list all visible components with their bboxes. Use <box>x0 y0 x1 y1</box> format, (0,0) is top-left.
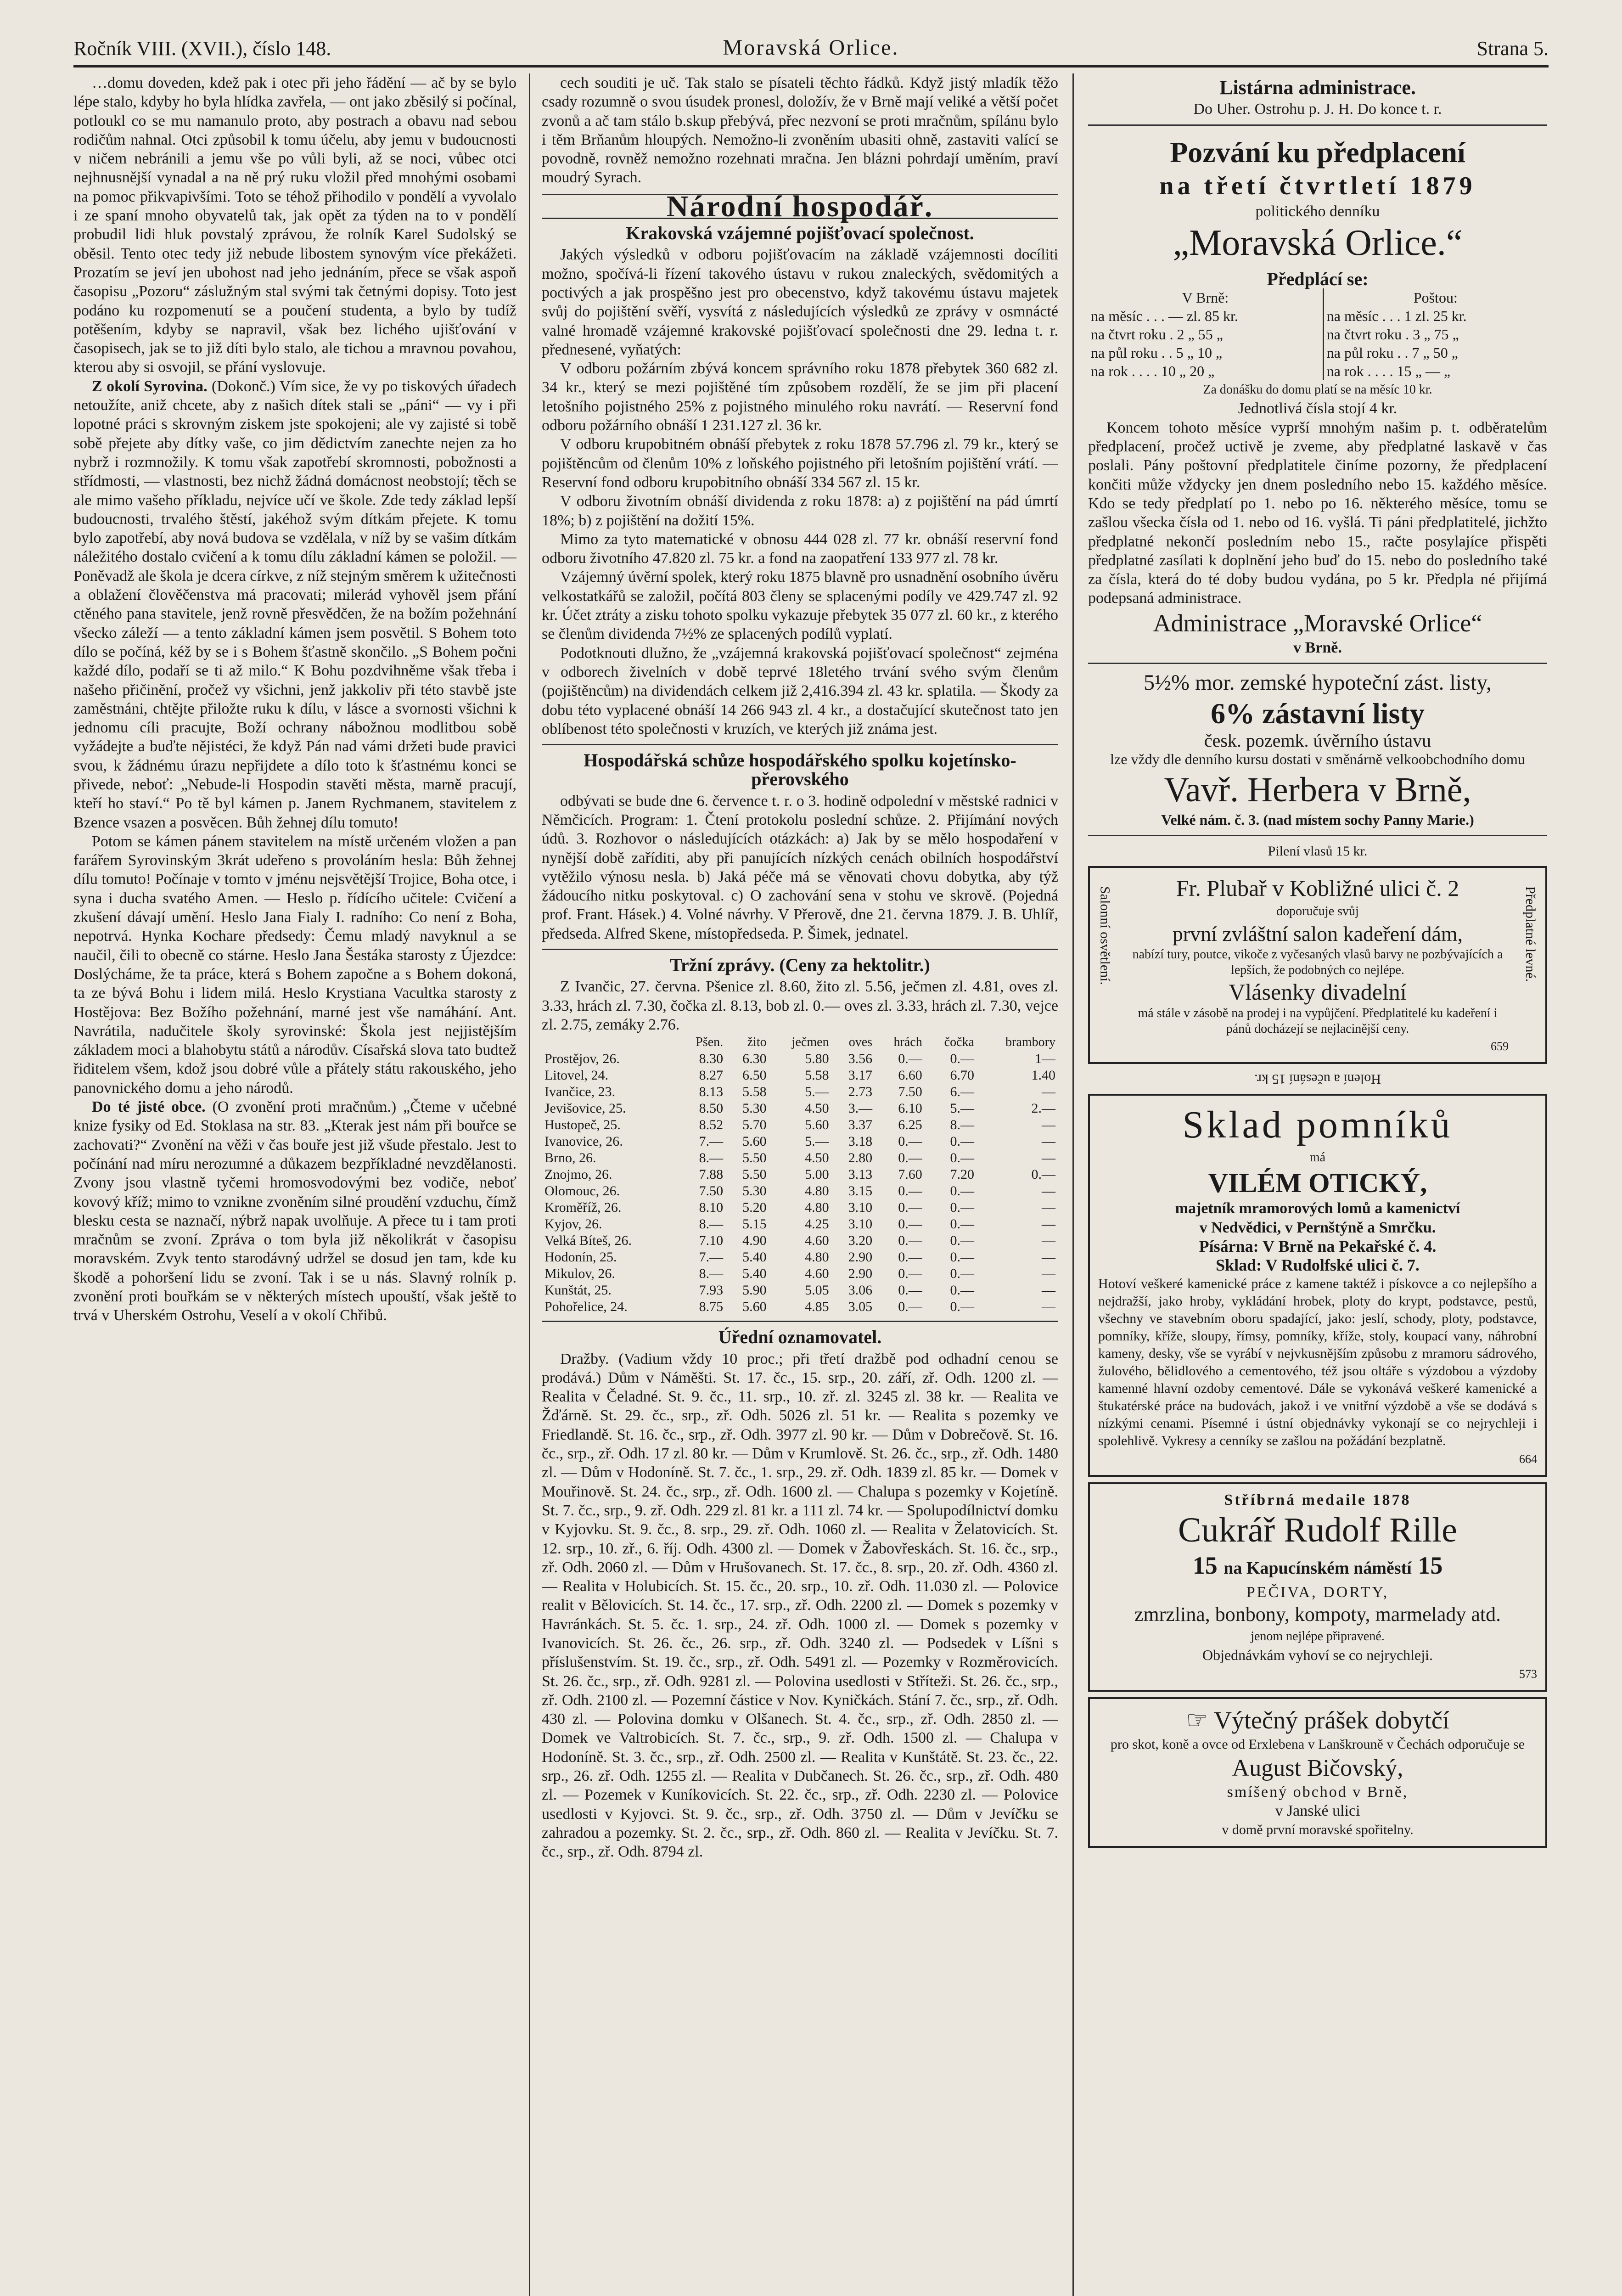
page-header <box>73 33 1549 68</box>
table-cell: 6.— <box>950 1084 974 1100</box>
table-row <box>542 1133 1058 1150</box>
ad-rille <box>1088 1482 1547 1692</box>
table-cell: Prostějov, 26. <box>544 1051 620 1067</box>
table-cell: 0.— <box>898 1216 922 1232</box>
table-cell: 6.25 <box>898 1117 922 1133</box>
ad-side-text: Předplatné levné. <box>1523 886 1538 982</box>
table-cell: 0.— <box>950 1283 974 1298</box>
ad-number: 573 <box>1519 1667 1537 1681</box>
table-cell: 5.30 <box>742 1183 767 1199</box>
table-cell: 4.60 <box>805 1266 829 1282</box>
divider <box>1088 124 1547 126</box>
table-cell: 7.— <box>699 1249 724 1265</box>
table-cell: 3.20 <box>848 1233 873 1249</box>
ad-name: August Bičovský, <box>1232 1755 1403 1781</box>
table-row <box>542 1150 1058 1166</box>
table-cell: 3.15 <box>848 1183 873 1199</box>
market-col-header: brambory <box>1005 1035 1055 1050</box>
table-row <box>542 1249 1058 1266</box>
table-cell: — <box>1042 1134 1055 1149</box>
table-cell: 0.— <box>950 1183 974 1199</box>
ad-line: jenom nejlépe připravené. <box>1251 1629 1385 1643</box>
table-cell: 0.— <box>898 1283 922 1298</box>
table-cell: 2.90 <box>848 1266 873 1282</box>
price-row <box>1088 362 1547 380</box>
divider <box>1088 835 1547 836</box>
table-cell: 0.— <box>950 1200 974 1216</box>
article-text: cech souditi je uč. Tak stalo se písateli těchto řádků. Když jistý mladík těžo csady rozumně o svou úsudek pronesl, doložív, že v Brně mají veliké a větší počet zvonů a ač tam stálo b.skup přebývá, přec nezvoní se proti mračnům, spílánu bylo i těm Brňanům hloupých. Nemožno-li zvoněním ubasiti ohně, zastaviti valící se povodně, rovněž nemožno rozehnati mračna. Jen blázni pohrdají uměním, praví moudrý Syrach. <box>542 74 1058 186</box>
table-cell: 8.10 <box>699 1200 724 1216</box>
table-row <box>542 1084 1058 1100</box>
article-lead: Do té jisté obce. <box>92 1098 206 1116</box>
market-col-header: žito <box>747 1035 767 1050</box>
table-cell: 5.05 <box>805 1283 829 1298</box>
table-cell: 6.60 <box>898 1068 922 1083</box>
table-cell: 0.— <box>950 1150 974 1166</box>
table-row <box>542 1117 1058 1133</box>
ad-line: Stříbrná medaile 1878 <box>1224 1491 1411 1508</box>
table-cell: 7.20 <box>950 1167 974 1182</box>
table-cell: 8.— <box>699 1216 724 1232</box>
page-number: Strana 5. <box>1476 37 1549 60</box>
ad-herbera <box>1088 670 1547 829</box>
table-row <box>542 1100 1058 1117</box>
column-middle <box>542 73 1058 2296</box>
table-cell: 6.50 <box>742 1068 767 1083</box>
table-cell: 6.10 <box>898 1101 922 1116</box>
table-cell: 0.— <box>898 1266 922 1282</box>
table-cell: 3.37 <box>848 1117 873 1133</box>
table-cell: 5.— <box>950 1101 974 1116</box>
table-cell: 2.73 <box>848 1084 873 1100</box>
table-cell: 8.75 <box>699 1299 724 1315</box>
divider <box>1088 663 1547 664</box>
table-cell: 7.50 <box>699 1183 724 1199</box>
table-row <box>542 1299 1058 1315</box>
price-row <box>1088 325 1547 343</box>
table-cell: — <box>1042 1266 1055 1282</box>
price-cell: na půl roku . . 5 „ 10 „ <box>1091 344 1223 361</box>
ad-line: v domě první moravské spořitelny. <box>1222 1822 1414 1838</box>
table-cell: 5.40 <box>742 1266 767 1282</box>
article-heading: Hospodářská schůze hospodářského spolku kojetínsko-přerovského <box>584 750 1016 790</box>
table-row <box>542 1183 1058 1199</box>
table-cell: 5.80 <box>805 1051 829 1067</box>
ad-side-text: Salonní osvětlení. <box>1097 886 1113 985</box>
table-cell: 7.88 <box>699 1167 724 1182</box>
table-cell: — <box>1042 1299 1055 1315</box>
table-cell: 4.85 <box>805 1299 829 1315</box>
table-cell: 8.27 <box>699 1068 724 1083</box>
table-cell: Brno, 26. <box>544 1150 596 1166</box>
ad-line: česk. pozemk. úvěrního ústavu <box>1204 730 1431 751</box>
table-cell: 4.90 <box>742 1233 767 1249</box>
ad-line: první zvláštní salon kadeření dám, <box>1172 922 1463 945</box>
table-cell: — <box>1042 1283 1055 1298</box>
table-cell: 0.— <box>898 1200 922 1216</box>
table-cell: 0.— <box>898 1249 922 1265</box>
paper-name: „Moravská Orlice.“ <box>1173 222 1463 263</box>
table-cell: Znojmo, 26. <box>544 1167 612 1182</box>
table-cell: — <box>1042 1216 1055 1232</box>
ad-title: Fr. Plubař v Kobližné ulici č. 2 <box>1176 875 1459 901</box>
table-cell: 0.— <box>950 1134 974 1149</box>
table-cell: 4.80 <box>805 1249 829 1265</box>
ad-text: Hotoví veškeré kamenické práce z kamene taktéž i pískovce a co nejlepšího a nejdražší, jako hroby, vykládání hrobek, ploty do krypt, podstavce, pestů, všechny ve stavebním oboru spadající, jako: jeslí, schody, ploty, podstavce, pomníky, kříže, sloupy, římsy, pomníky, kříže, stoly, koupací vany, náhrobní kameny, desky, vše se vyrábí v nejvkusnějším způsobu z mramoru sádrového, žulového, bělidlového a cementového, též jsou oltáře s výzdobou a výzdoby kamenné hlavní ozdoby cementové. Dále se vykonává veškeré kamenické a štukatérské práce na budovách, jakož i ve vnitřní výzdobě a vše se dodává s nízkými cenami. Písemné i ústní objednávky vykonají se co nejrychleji i spolehlivě. Vykresy a cenníky se zašlou na požádání bezplatně. <box>1098 1276 1537 1448</box>
ad-line: Pilení vlasů 15 kr. <box>1268 843 1368 859</box>
price-note: Za donášku do domu platí se na měsíc 10 kr. <box>1203 383 1432 397</box>
ad-line: nabízí tury, poutce, vikoče z vyčesaných vlasů barvy ne pozbývajících a lepších, že podobných co nejlépe. <box>1132 947 1503 977</box>
table-row <box>542 1282 1058 1299</box>
table-row <box>542 1232 1058 1249</box>
table-cell: — <box>1042 1084 1055 1100</box>
table-cell: 5.58 <box>742 1084 767 1100</box>
ad-address-number: 15 <box>1418 1552 1443 1580</box>
table-cell: — <box>1042 1200 1055 1216</box>
market-col-header <box>542 1034 678 1051</box>
price-note: Jednotlivá čísla stojí 4 kr. <box>1238 400 1398 417</box>
price-cell: na měsíc . . . — zl. 85 kr. <box>1091 308 1238 325</box>
table-cell: 8.13 <box>699 1084 724 1100</box>
table-cell: 2.80 <box>848 1150 873 1166</box>
table-cell: 5.60 <box>805 1117 829 1133</box>
table-cell: — <box>1042 1249 1055 1265</box>
divider <box>542 744 1058 745</box>
subscription-text: Koncem tohoto měsíce vyprší mnohým našim p. t. odběratelům předplacení, pročež uctivě je zveme, aby předplatné laskavě v čas poslali. Pány poštovní předplatitele činíme pozorny, že předplacení končiti může vždycky jen dnem posledního nebo 15. každého měsíce. Kdo se tedy předplatí po 1. nebo po 16. některého měsíce, tomu se zašlou všecka čísla od 1. nebo od 16. vyšlá. Ti páni předplatitelé, jichžto předplatné nekončí posledním nebo 15., račte posylajíce přispěti předplatné zasílati k doplnění jeho buď do 15. nebo do posledního také za čísla, která do té doby budou vydána, po 5 kr. Předpla né přijímá podepsaná administrace. <box>1088 419 1547 607</box>
table-cell: 3.06 <box>848 1283 873 1298</box>
table-cell: 5.70 <box>742 1117 767 1133</box>
table-cell: Hustopeč, 25. <box>544 1117 621 1133</box>
table-cell: 3.56 <box>848 1051 873 1067</box>
ad-line: PEČIVA, DORTY, <box>1246 1584 1389 1601</box>
price-row <box>1088 343 1547 362</box>
price-cell: na měsíc . . . 1 zl. 25 kr. <box>1323 307 1547 325</box>
article-body: (Dokonč.) Vím sice, že vy po tiskových úřadech netoužíte, aniž chcete, aby z našich dítek stali se „páni“ — vy i při lopotné práci s skrovným ziskem jste spokojeni; ale vy zajisté si tobě sobě přejete aby dítky vaše, co jim dědictvím zanechte nejen za ho nybrž i rozmnožily. K tomu však zapotřebí skromnosti, pobožnosti a střídmosti, — vlastnosti, bez nichž žádná domácnost neobstojí; těch se ale mimo vašeho příkladu, nejvíce učí ve škole. Zde tedy základ lepší budoucnosti, trvalého štěstí, jakéhož svým dítkám přejete. K tomu bylo zapotřebí, aby nová budova se vzdělala, v níž by se vašim dítkám náležitého dostalo cvičení a k tomu dílu základní kámen se položil. — Poněvadž ale škola je dcera církve, z níž stejným směrem k užitečnosti a oblažení člověčenstva má pracovati; milerád vyhověl jsem přání ctěného pana stavitele, jenž rovně přesvědčen, že na božím požehnání všecko záleží — a tento základní kámen jsem posvětil. S Bohem toto dílo se počíná, kéž by se i s Bohem šťastně skončilo. „S Bohem počni každé dílo, podaří se ti až milo.“ K Bohu pozdvihněme však třeba i našeho přičinění, pročež vy všichni, jenž jakkoliv při této stavbě jste zaměstnáni, chtějte přiložte ruku k dílu, v lásce a svornosti všichni k jednomu cíli pracujte, Boží ochrany nábožnou modlitbou sobě vyžádejte a buďte nějistéci, že když Pán nad vámi držeti bude pravici svou, k žádnému úrazu nepřijdete a dílo toto k šťastnému konci se přivede, neboť: „Nebude-li Hospodin stavěti města, marně pracují, kteří ho staví.“ Po tě byl kámen p. Janem Rychmanem, stavitelem z Bzence vsazen a posvěcen. Bůh žehnej dílu tomuto! <box>73 377 516 831</box>
ad-address-number: 15 <box>1192 1552 1218 1580</box>
table-cell: Kyjov, 26. <box>544 1216 602 1232</box>
table-cell: 5.58 <box>805 1068 829 1083</box>
market-col-header: Pšen. <box>696 1035 724 1050</box>
ad-address <box>1098 1551 1537 1583</box>
table-cell: 3.17 <box>848 1068 873 1083</box>
price-cell: na půl roku . . 7 „ 50 „ <box>1323 343 1547 362</box>
price-col-head: V Brně: <box>1182 289 1229 306</box>
ad-title-text: Výtečný prášek dobytčí <box>1214 1706 1449 1734</box>
table-cell: 8.52 <box>699 1117 724 1133</box>
subscription-quarter: na třetí čtvrtletí 1879 <box>1159 171 1476 200</box>
article-text: V odboru životním obnáší dividenda z roku 1878: a) z pojištění na pád úmrtí 18%; b) z pojištění na dožití 15%. <box>542 493 1058 529</box>
table-cell: Kroměříž, 26. <box>544 1200 622 1216</box>
market-col-header: hrách <box>893 1035 922 1050</box>
table-cell: 8.30 <box>699 1051 724 1067</box>
table-cell: 0.— <box>898 1134 922 1149</box>
ad-plubar <box>1088 866 1547 1064</box>
ad-line: má <box>1309 1150 1326 1165</box>
table-cell: 5.60 <box>742 1134 767 1149</box>
column-rule <box>529 73 530 2296</box>
ad-name: VILÉM OTICKÝ, <box>1208 1168 1427 1199</box>
table-cell: 4.25 <box>805 1216 829 1232</box>
article-text: …domu doveden, kdež pak i otec při jeho řádění — ač by se bylo lépe stalo, kdyby ho byla hlídka zavřela, — ont jako zběsilý si počínal, potloukl co se mu namanulo proto, aby postrach a obavu nad sebou rodičům nahnal. Otci způsobil k tomu účelu, aby jemu v budoucnosti v ničem nebránili a jemu vše po vůli byli, až se noci, vůbec otci nejhnusnější vynadal a na ně prý ruku vložil před mnohými osobami na pomoc přikvapivšími. Toto se téhož přihodilo v pondělí a vyvolalo i ze spaní mnoho obyvatelů tak, jak opět za týden na to v pondělí probudil lidi hluk povstalý zprávou, že rolník Karel Sudolský se oběsil. Tento otec tedy již nebude libostem synovým více překážeti. Prozatím se jeví jen ubohost nad jeho jednáním, přece se však aspoň časopisu „Pozoru“ záslužným stal svými tak četnými dopisy. Toto jest podáno ku rozpomenutí se a poučení studenta, a bylo by tudíž potěšením, kdyby se napravil, však bez lichého ujišťování v časopisech, jak se to již díti bylo stalo, ale tichou a mravnou povahou, kterou aby si osvojil, se přání vyslovuje. <box>73 74 516 376</box>
table-cell: — <box>1042 1233 1055 1249</box>
table-cell: 1.40 <box>1031 1068 1055 1083</box>
table-cell: — <box>1042 1117 1055 1133</box>
table-row <box>542 1216 1058 1232</box>
table-cell: 0.— <box>898 1051 922 1067</box>
table-cell: 0.— <box>950 1249 974 1265</box>
table-cell: 8.— <box>699 1266 724 1282</box>
table-cell: 8.— <box>699 1150 724 1166</box>
table-cell: 3.05 <box>848 1299 873 1315</box>
article-body: (O zvonění proti mračnům.) „Čteme v učebné knize fysiky od Ed. Stoklasa na str. 83. „Kterak jest nám při bouřce se zachovati?“ Zvonění na věži v čas bouře jest již všude přestalo. Jest to počínání nad míru nerozumné a důkazem bezpříkladné nevzdělanosti. Zvony jsou vlastně tyčemi hromosvodovými bez vodiče, neboť kovový kříž; mimo to vznikne zvoněním silné proudění vzduchu, čímž blesku cesta se naznačí, nýbrž napak uvolňuje. A přece tu i tam proti mračnům se zvoní. Zpráva o tom byla již několikrát v časopisu moravském. Zvyk tento starodávný udržel se dosud jen tam, kde ku škodě a pohoršení lidu se zvoní. Tak i se u nás. Slavný rolník p. zvonění proti bouřkám se v některých místech upouští, však ještě to trvá v Uherském Ostrohu, Veselí a v okolí Chřibů. <box>73 1098 516 1324</box>
table-cell: 5.15 <box>742 1216 767 1232</box>
ad-line: smíšený obchod v Brně, <box>1227 1783 1409 1801</box>
table-cell: 3.18 <box>848 1134 873 1149</box>
market-col-header: čočka <box>944 1035 974 1050</box>
ad-line: zmrzlina, bonbony, kompoty, marmelady atd. <box>1134 1603 1501 1626</box>
admin-heading: Listárna administrace. <box>1219 76 1416 99</box>
table-cell: 0.— <box>898 1233 922 1249</box>
ad-line: v Janské ulici <box>1275 1802 1360 1819</box>
table-cell: 5.00 <box>805 1167 829 1182</box>
article-text: V odboru krupobitném obnáší přebytek z roku 1878 57.796 zl. 79 kr., který se pojištěncům od členům 10% z loňského pojistného při letošním pojištění vrátí. — Reservní fond odboru krupobitního obnáší 334 567 zl. 15 kr. <box>542 436 1058 491</box>
ad-line: v Nedvědici, v Pernštýně a Smrčku. <box>1199 1219 1436 1236</box>
table-row <box>542 1166 1058 1183</box>
divider <box>542 949 1058 950</box>
article-text: V odboru požárním zbývá koncem správního roku 1878 přebytek 360 682 zl. 34 kr., který se mezi pojištěné tím způsobem rozdělí, že se jim při placení letošního pojistného 25% z pojistného minulého roku navrátí. — Reservní fond odboru požárního obnáší 1 231.127 zl. 36 kr. <box>542 360 1058 434</box>
table-cell: 3.10 <box>848 1216 873 1232</box>
ad-number: 664 <box>1519 1452 1537 1466</box>
table-cell: 3.13 <box>848 1167 873 1182</box>
table-cell: Litovel, 24. <box>544 1068 609 1083</box>
table-cell: 7.93 <box>699 1283 724 1298</box>
table-cell: 0.— <box>950 1266 974 1282</box>
table-cell: 3.10 <box>848 1200 873 1216</box>
table-cell: Velká Bíteš, 26. <box>544 1233 632 1249</box>
price-cell: na čtvrt roku . 2 „ 55 „ <box>1091 326 1223 343</box>
table-row <box>542 1199 1058 1216</box>
subscription-heading: Pozvání ku předplacení <box>1170 135 1465 169</box>
table-cell: Jevišovice, 25. <box>544 1101 626 1116</box>
admin-city: v Brně. <box>1293 639 1342 656</box>
price-col-head: Poštou: <box>1323 288 1547 307</box>
column-right <box>1088 73 1547 2296</box>
table-cell: 7.— <box>699 1134 724 1149</box>
table-cell: 2.90 <box>848 1249 873 1265</box>
ad-line: doporučuje svůj <box>1276 904 1359 919</box>
table-cell: Ivančice, 23. <box>544 1084 616 1100</box>
column-rule <box>1072 73 1074 2296</box>
table-cell: 5.90 <box>742 1283 767 1298</box>
table-cell: 3.— <box>848 1101 873 1116</box>
ad-line: 5½% mor. zemské hypoteční zást. listy, <box>1143 670 1492 695</box>
ad-title <box>1098 1705 1537 1735</box>
table-cell: 5.20 <box>742 1200 767 1216</box>
table-cell: 4.50 <box>805 1150 829 1166</box>
market-price-table <box>542 1034 1058 1315</box>
ad-name: Vavř. Herbera v Brně, <box>1164 770 1471 809</box>
article-text: Mimo za tyto matematické v obnosu 444 028 zl. 77 kr. obnáší reservní fond odboru životního 47.820 zl. 75 kr. a fond na zaopatření 133 977 zl. 78 kr. <box>542 530 1058 567</box>
ad-name: Cukrář Rudolf Rille <box>1178 1511 1457 1550</box>
section-title: Národní hospodář. <box>542 194 1058 219</box>
table-cell: 0.— <box>950 1233 974 1249</box>
table-cell: 7.60 <box>898 1167 922 1182</box>
ad-line: má stále v zásobě na prodej i na vypůjčení. Předplatitelé ku kadeření i pánů docházejí se nejlacinější ceny. <box>1138 1006 1498 1036</box>
table-cell: — <box>1042 1183 1055 1199</box>
table-cell: Ivanovice, 26. <box>544 1134 623 1149</box>
table-row <box>542 1051 1058 1067</box>
table-cell: 5.— <box>805 1134 829 1149</box>
table-cell: 4.80 <box>805 1200 829 1216</box>
pointing-hand-icon: ☞ <box>1186 1706 1208 1734</box>
ad-line: Holení a učesání 15 kr. <box>1254 1071 1381 1087</box>
ad-line: majetník mramorových lomů a kamenictví <box>1175 1200 1460 1217</box>
ad-line: Objednávkám vyhoví se co nejrychleji. <box>1202 1646 1433 1663</box>
market-col-header: oves <box>848 1035 873 1050</box>
ad-line: Písárna: V Brně na Pekařské č. 4. <box>1199 1237 1437 1256</box>
table-cell: 0.— <box>1031 1167 1055 1182</box>
ad-number: 659 <box>1491 1039 1509 1053</box>
ad-line: Vlásenky divadelní <box>1229 979 1407 1005</box>
table-cell: 4.80 <box>805 1183 829 1199</box>
column-left <box>73 73 516 2296</box>
article-heading: Úřední oznamovatel. <box>718 1327 882 1348</box>
article-text: Podotknouti dlužno, že „vzájemná krakovská pojišťovací společnost“ zejména v odborech živelních v době teprvé 18letého trvání svého svým členům (pojištěncům) na dividendách celkem již 2,416.394 zl. 43 kr. splatila. — Škody za dobu této vyplacené obnáší 14 266 943 zl. 4 kr., a dostačující skutečnost tato jen oblíbenost této společnosti v kruzích, ve kterých již známa jest. <box>542 644 1058 737</box>
table-cell: Hodonín, 25. <box>544 1249 617 1265</box>
table-cell: Olomouc, 26. <box>544 1183 620 1199</box>
table-cell: 5.50 <box>742 1150 767 1166</box>
table-cell: 4.60 <box>805 1233 829 1249</box>
table-cell: Kunštát, 25. <box>544 1283 612 1298</box>
admin-note: Do Uher. Ostrohu p. J. H. Do konce t. r. <box>1193 101 1442 118</box>
table-cell: 0.— <box>898 1299 922 1315</box>
table-cell: Pohořelice, 24. <box>544 1299 628 1315</box>
ad-address-street: na Kapucínském náměstí <box>1224 1559 1412 1578</box>
table-cell: 1— <box>1035 1051 1055 1067</box>
price-row <box>1088 307 1547 325</box>
article-text <box>73 1097 516 1325</box>
ad-line: Sklad: V Rudolfské ulici č. 7. <box>1216 1256 1420 1275</box>
article-text: Potom se kámen pánem stavitelem na místě určeném vložen a pan farářem Syrovinským 3krát udeřeno s provoláním hesla: Bůh žehnej dílu tomuto! Počínaje v tomto v jménu nejsvětější Trojice, Boha otce, i syna i ducha svatého Amen. — Heslo p. řídícího učitele: Cvičení a zkušení dávají umění. Heslo Jana Fialy I. radního: Co není z Boha, nepotrvá. Hynka Kochare předsedy: Čemu mladý navyknul a se naučil, čili to obecně co stárne. Heslo Jana Šestáka starosty z Újezdce: Doslýcháme, že ta práce, která s Bohem započne a s Bohem dokoná, ta ze bývá Bohu i lidem milá. Heslo Krystiana Vacultka starosty z Hostějova: Bez Božího požehnání, marné jest vše namáhání. Ant. Navrátila, nadučitele školy syrovinské: Škola jest nejjistějším základem moci a blahobytu států a národův. Císařská slova tato budtež řiditelem všem, kdož jsou dobré vůle a přátely státu rakouského, jeho panovnického domu a jeho národů. <box>73 833 516 1097</box>
admin-signature: Administrace „Moravské Orlice“ <box>1153 609 1482 637</box>
article-text <box>73 377 516 832</box>
subscription-sub: politického denníku <box>1255 203 1380 220</box>
article-text: odbývati se bude dne 6. července t. r. o 3. hodině odpolední v městské radnici v Němčicích. Program: 1. Čtení protokolu poslední schůze. 2. Přijímání nových údů. 3. Rozhovor o následujících otázkách: a) Jak by se mělo hospodaření v nynější době zaříditi, aby při panujících nízkých cenách obilních hospodářství vytěžilo výnosu nesla. b) Jaká péče má se věnovati chovu dobytka, aby týž žádoucího nitku poskytoval. c) O zachování sena v stohu ve skrově. (Pojedná prof. Frant. Hásek.) 4. Volné návrhy. V Přerově, dne 21. června 1879. J. B. Uhlíř, předseda. Alfred Skene, místopředseda. P. Šimek, jednatel. <box>542 792 1058 942</box>
table-cell: 0.— <box>950 1216 974 1232</box>
ad-line: lze vždy dle denního kursu dostati v směnárně velkoobchodního domu <box>1110 751 1525 768</box>
table-cell: 0.— <box>950 1051 974 1067</box>
table-cell: 5.40 <box>742 1249 767 1265</box>
table-cell: 6.30 <box>742 1051 767 1067</box>
ad-line: pro skot, koně a ovce od Erxlebena v Lanškrouně v Čechách odporučuje se <box>1110 1737 1525 1752</box>
table-row <box>542 1266 1058 1282</box>
table-cell: 0.— <box>950 1299 974 1315</box>
ad-address: Velké nám. č. 3. (nad místem sochy Panny Marie.) <box>1161 811 1474 828</box>
table-cell: 5.30 <box>742 1101 767 1116</box>
table-cell: — <box>1042 1150 1055 1166</box>
table-cell: 2.— <box>1031 1101 1055 1116</box>
ad-line: 6% zástavní listy <box>1211 697 1425 730</box>
price-cell: na rok . . . . 10 „ 20 „ <box>1091 363 1215 380</box>
table-row <box>542 1067 1058 1084</box>
price-cell: na čtvrt roku . 3 „ 75 „ <box>1323 325 1547 343</box>
table-cell: 8.— <box>950 1117 974 1133</box>
table-cell: 0.— <box>898 1183 922 1199</box>
table-cell: 4.50 <box>805 1101 829 1116</box>
price-cell: na rok . . . . 15 „ — „ <box>1323 362 1547 380</box>
article-text: Z Ivančic, 27. června. Pšenice zl. 8.60, žito zl. 5.56, ječmen zl. 4.81, oves zl. 3.33, hrách zl. 7.30, čočka zl. 8.13, bob zl. 0.— oves zl. 3.33, hrách zl. 7.30, vejce zl. 2.75, zemáky 2.76. <box>542 978 1058 1033</box>
table-cell: Mikulov, 26. <box>544 1266 615 1282</box>
article-heading: Tržní zprávy. (Ceny za hektolitr.) <box>670 955 930 976</box>
price-table <box>1088 288 1547 380</box>
table-cell: 8.50 <box>699 1101 724 1116</box>
table-cell: 6.70 <box>950 1068 974 1083</box>
article-text: Jakých výsledků v odboru pojišťovacím na základě vzájemnosti docíliti možno, spočívá-li řízení takového ústavu v rukou znaleckých, svědomitých a poctivých a jak prospěšno jest pro obecenstvo, když takovému ústavu majetek svůj do pojištění svěří, vysvítá z následujících výsledků ze zprávy v osmnácté valné hromadě vzájemné krakovské pojišťovací společnosti dne 29. ledna t. r. přednesené, vyňatých: <box>542 246 1058 358</box>
table-cell: 7.50 <box>898 1084 922 1100</box>
market-col-header: ječmen <box>791 1035 829 1050</box>
article-text: Vzájemný úvěrní spolek, který roku 1875 blavně pro usnadnění osobního úvěru velkostatkářů se založil, počítá 803 členy se splacenými podíly ve 429.747 zl. 92 kr. Účet ztráty a zisku tohoto spolku vykazuje přebytek 35 077 zl. 60 kr., z kterého se členům dividenda 7½% ze splacených podílů vyplatí. <box>542 568 1058 643</box>
table-cell: 5.50 <box>742 1167 767 1182</box>
table-cell: 5.— <box>805 1084 829 1100</box>
article-lead: Z okolí Syrovina. <box>92 377 208 395</box>
article-heading: Krakovská vzájemné pojišťovací společnost. <box>626 223 974 244</box>
table-cell: 5.60 <box>742 1299 767 1315</box>
ad-bicovsky <box>1088 1697 1547 1847</box>
price-heading: Předplácí se: <box>1267 268 1369 289</box>
table-cell: 7.10 <box>699 1233 724 1249</box>
divider <box>542 1321 1058 1322</box>
ad-title: Sklad pomníků <box>1182 1103 1453 1147</box>
ad-oticky <box>1088 1094 1547 1477</box>
masthead: Moravská Orlice. <box>723 35 899 60</box>
table-cell: 0.— <box>898 1150 922 1166</box>
issue-number: Ročník VIII. (XVII.), číslo 148. <box>73 37 331 60</box>
article-text: Dražby. (Vadium vždy 10 proc.; při třetí dražbě pod odhadní cenou se prodává.) Dům v Náměšti. St. 17. čc., 15. srp., 20. září, zř. Odh. 1200 zl. — Realita v Čeladné. St. 9. čc., 11. srp., 10. zř. zl. 3245 zl. 38 kr. — Realita ve Žďárně. St. 29. čc., srp., zř. Odh. 5026 zl. 51 kr. — Realita s pozemky ve Friedlandě. St. 16. čc., srp., zř. Odh. 3977 zl. 90 kr. — Dům v Dobrečově. St. 16. čc., srp., zř. Odh. 17 zl. 80 kr. — Dům v Krumlově. St. 26. čc., srp., zř. Odh. 1480 zl. — Dům v Hodoníně. St. 7. čc., 1. srp., 29. zř. Odh. 1839 zl. 85 kr. — Domek v Mouřinově. St. 24. čc., srp., zř. Odh. 1600 zl. — Chalupa s pozemky v Kojetíně. St. 7. čc., srp., 9. zř. Odh. 229 zl. 81 kr. a 111 zl. 74 kr. — Spolupodílnictví domku v Kyjovku. St. 9. čc., 8. srp., 29. zř. Odh. 1060 zl. — Realita v Želatovicích. St. 12. srp., 10. zř., 6. říj. Odh. 4300 zl. — Domek v Žabovřeskách. St. 16. čc., srp., zř. Odh. 2060 zl. — Dům v Hrušovanech. St. 17. čc., 8. srp., 20. zř. Odh. 4360 zl. — Realita v Holubicích. St. 15. čc., 20. srp., 10. zř. Odh. 11.030 zl. — Polovice realit v Bělovicích. St. 14. čc., 17. srp., zř. Odh. 2200 zl. — Domek s pozemky v Havránkách. St. 5. čc. 1. srp., 24. zř. Odh. 1000 zl. — Domek s pozemky v Ivanovicích. St. 26. čc., 26. srp., zř. Odh. 3240 zl. — Podsedek v Líšni s příslušenstvím. St. 19. čc., srp., zř. Odh. 5491 zl. — Pozemky v Rozměrovicích. St. 26. čc., srp., zř. Odh. 9281 zl. — Polovina usedlosti v Stříteži. St. 26. čc., srp., zř. Odh. 2100 zl. — Pozemní částice v Nov. Kyničkách. Stání 7. čc., srp., zř. Odh. 430 zl. — Polovina domku v Olšanech. St. 4. čc., srp., zř. Odh. 2850 zl. — Domek ve Valtrobicích. St. 7. čc., srp., 9. zř. Odh. 1500 zl. — Chalupa v Hodoníně. St. 3. čc., srp., zř. Odh. 2500 zl. — Realita v Kunštátě. St. 23. čc., 22. srp., 26. zř. Odh. 1255 zl. — Realita v Dubčanech. St. 26. čc., srp., zř. Odh. 480 zl. — Pozemek v Kuníkovicích. St. 22. čc., srp., zř. Odh. 2230 zl. — Polovice usedlosti v Kyjovci. St. 9. čc., srp., zř. Odh. 3750 zl. — Dům v Jevíčku se zahradou a pozemky. St. 2. čc., srp., zř. Odh. 860 zl. — Realita v Jevíčku. St. 7. čc., srp., zř. Odh. 8794 zl. <box>542 1350 1058 1861</box>
